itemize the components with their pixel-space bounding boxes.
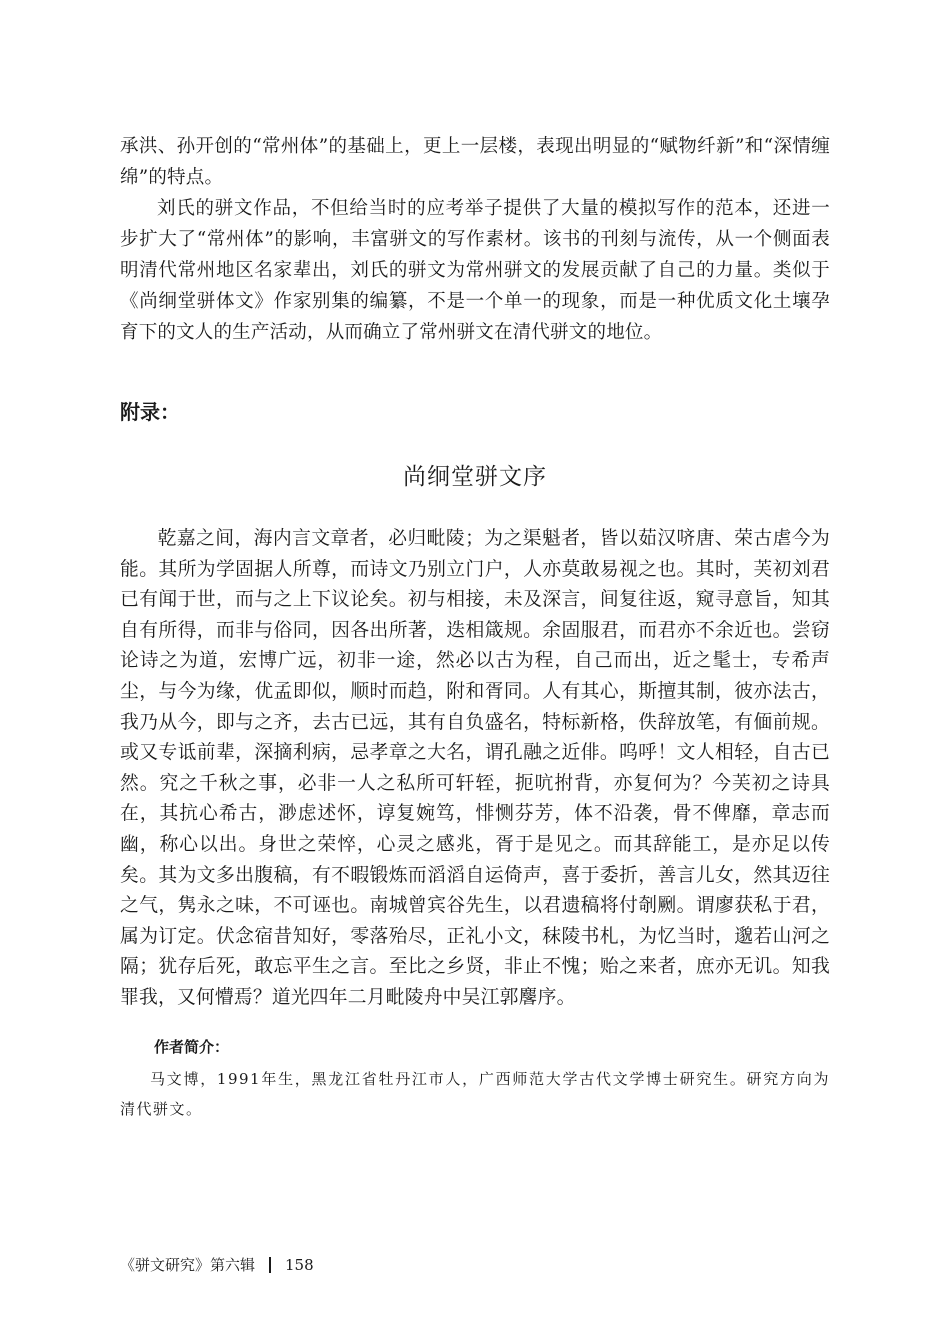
author-bio-heading: 作者简介： (154, 1038, 230, 1056)
preface-title: 尚䌹堂骈文序 (403, 464, 547, 490)
page-number: 158 (285, 1255, 314, 1274)
preface-body (120, 524, 830, 1014)
appendix-heading: 附录： (120, 400, 180, 424)
journal-name: 《骈文研究》第六辑 (120, 1256, 256, 1274)
footer-divider (269, 1257, 271, 1273)
page-footer (120, 1254, 314, 1275)
paragraph-liu-works: 刘氏的骈文作品，不但给当时的应考举子提供了大量的模拟写作的范本，还进一步扩大了“常州体”的影响，丰富骈文的写作素材。该书的刊刻与流传，从一个侧面表明清代常州地区名家辈出，刘氏的骈文为常州骈文的发展贡献了自己的力量。类似于《尚䌹堂骈体文》作家别集的编纂，不是一个单一的现象，而是一种优质文化土壤孕育下的文人的生产活动，从而确立了常州骈文在清代骈文的地位。 (120, 198, 830, 343)
paragraph-continuation: 承洪、孙开创的“常州体”的基础上，更上一层楼，表现出明显的“赋物纤新”和“深情缠绵”的特点。 (120, 136, 830, 188)
author-bio-text: 马文博，1991年生，黑龙江省牡丹江市人，广西师范大学古代文学博士研究生。研究方向为清代骈文。 (120, 1070, 830, 1118)
preface-paragraph: 乾嘉之间，海内言文章者，必归毗陵；为之渠魁者，皆以茹汉哜唐、荣古虐今为能。其所为学固据人所尊，而诗文乃别立门户，人亦莫敢易视之也。其时，芙初刘君已有闻于世，而与之上下议论矣。初与相接，未及深言，间复往返，窥寻意旨，知其自有所得，而非与俗同，因各出所著，迭相箴规。余固服君，而君亦不余近也。尝窃论诗之为道，宏博广远，初非一途，然必以古为程，自己而出，近之髦士，专希声尘，与今为缘，优孟即似，顺时而趋，附和胥同。人有其心，斯擅其制，彼亦法古，我乃从今，即与之齐，去古已远，其有自负盛名，特标新格，佚辞放笔，有偭前规。或又专诋前辈，深摘利病，忌孝章之大名，谓孔融之近俳。呜呼！文人相轻，自古已然。究之千秋之事，必非一人之私所可轩轾，扼吭拊背，亦复何为？今芙初之诗具在，其抗心希古，渺虑述怀，谆复婉笃，悱恻芬芳，体不沿袭，骨不俾靡，章志而幽，称心以出。身世之荣悴，心灵之感兆，胥于是见之。而其辞能工，是亦足以传矣。其为文多出腹稿，有不暇锻炼而滔滔自运倚声，喜于委折，善言儿女，然其迈往之气，隽永之味，不可诬也。南城曾宾谷先生，以君遗稿将付剞劂。谓廖获私于君，属为订定。伏念宿昔知好，零落殆尽，正礼小文，秣陵书札，为忆当时，邈若山河之隔；犹存后死，敢忘平生之言。至比之乡贤，非止不愧；贻之来者，庶亦无讥。知我罪我，又何懵焉？道光四年二月毗陵舟中吴江郭麐序。 (120, 528, 830, 1008)
body-text-top (120, 131, 830, 348)
